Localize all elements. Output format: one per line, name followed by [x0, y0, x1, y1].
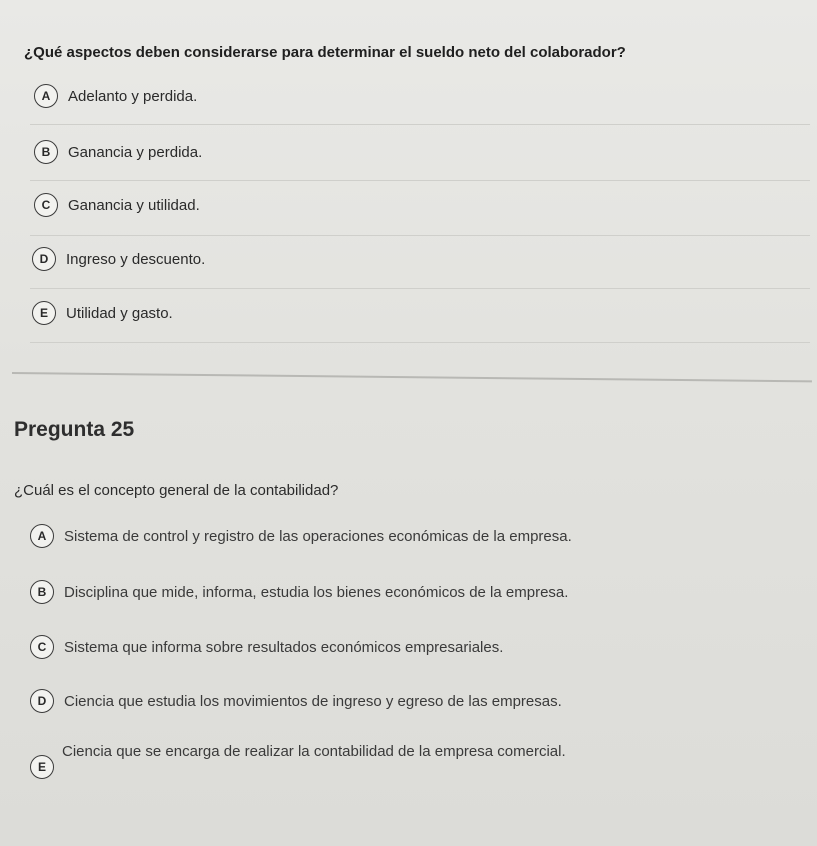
question-24-text: ¿Qué aspectos deben considerarse para determinar el sueldo neto del colaborador? [24, 44, 626, 61]
q25-option-d-label: Ciencia que estudia los movimientos de ingreso y egreso de las empresas. [64, 692, 562, 710]
q24-option-e-label: Utilidad y gasto. [66, 304, 173, 322]
option-letter-d: D [30, 689, 54, 713]
question-25-text: ¿Cuál es el concepto general de la contabilidad? [14, 482, 339, 499]
option-letter-b: B [34, 140, 58, 164]
q24-option-a-label: Adelanto y perdida. [68, 87, 198, 105]
q24-option-b-label: Ganancia y perdida. [68, 143, 203, 161]
q24-option-a[interactable] [34, 84, 197, 108]
q24-option-c[interactable] [34, 193, 200, 217]
q25-option-a-label: Sistema de control y registro de las operaciones económicas de la empresa. [64, 527, 572, 545]
q25-option-e-label: Ciencia que se encarga de realizar la contabilidad de la empresa comercial. [62, 743, 566, 760]
q25-option-c[interactable] [30, 635, 503, 659]
q24-option-d[interactable] [32, 247, 205, 271]
q24-option-b[interactable] [34, 140, 202, 164]
option-letter-b: B [30, 580, 54, 604]
separator [30, 342, 810, 343]
q25-option-a[interactable] [30, 524, 572, 548]
option-letter-a: A [30, 524, 54, 548]
question-divider [12, 372, 812, 382]
option-letter-e: E [30, 755, 54, 779]
q25-option-d[interactable] [30, 689, 562, 713]
separator [30, 235, 810, 236]
option-letter-e: E [32, 301, 56, 325]
option-letter-c: C [34, 193, 58, 217]
option-letter-a: A [34, 84, 58, 108]
option-letter-c: C [30, 635, 54, 659]
q24-option-d-label: Ingreso y descuento. [66, 250, 206, 268]
separator [30, 180, 810, 181]
q25-option-c-label: Sistema que informa sobre resultados económicos empresariales. [64, 638, 504, 656]
question-25-title: Pregunta 25 [14, 418, 135, 441]
option-letter-d: D [32, 247, 56, 271]
separator [30, 288, 810, 289]
q24-option-c-label: Ganancia y utilidad. [68, 196, 200, 214]
q25-option-e[interactable] [30, 743, 566, 779]
q24-option-e[interactable] [32, 301, 173, 325]
separator [30, 124, 810, 125]
q25-option-b-label: Disciplina que mide, informa, estudia los bienes económicos de la empresa. [64, 583, 569, 601]
q25-option-b[interactable] [30, 580, 568, 604]
